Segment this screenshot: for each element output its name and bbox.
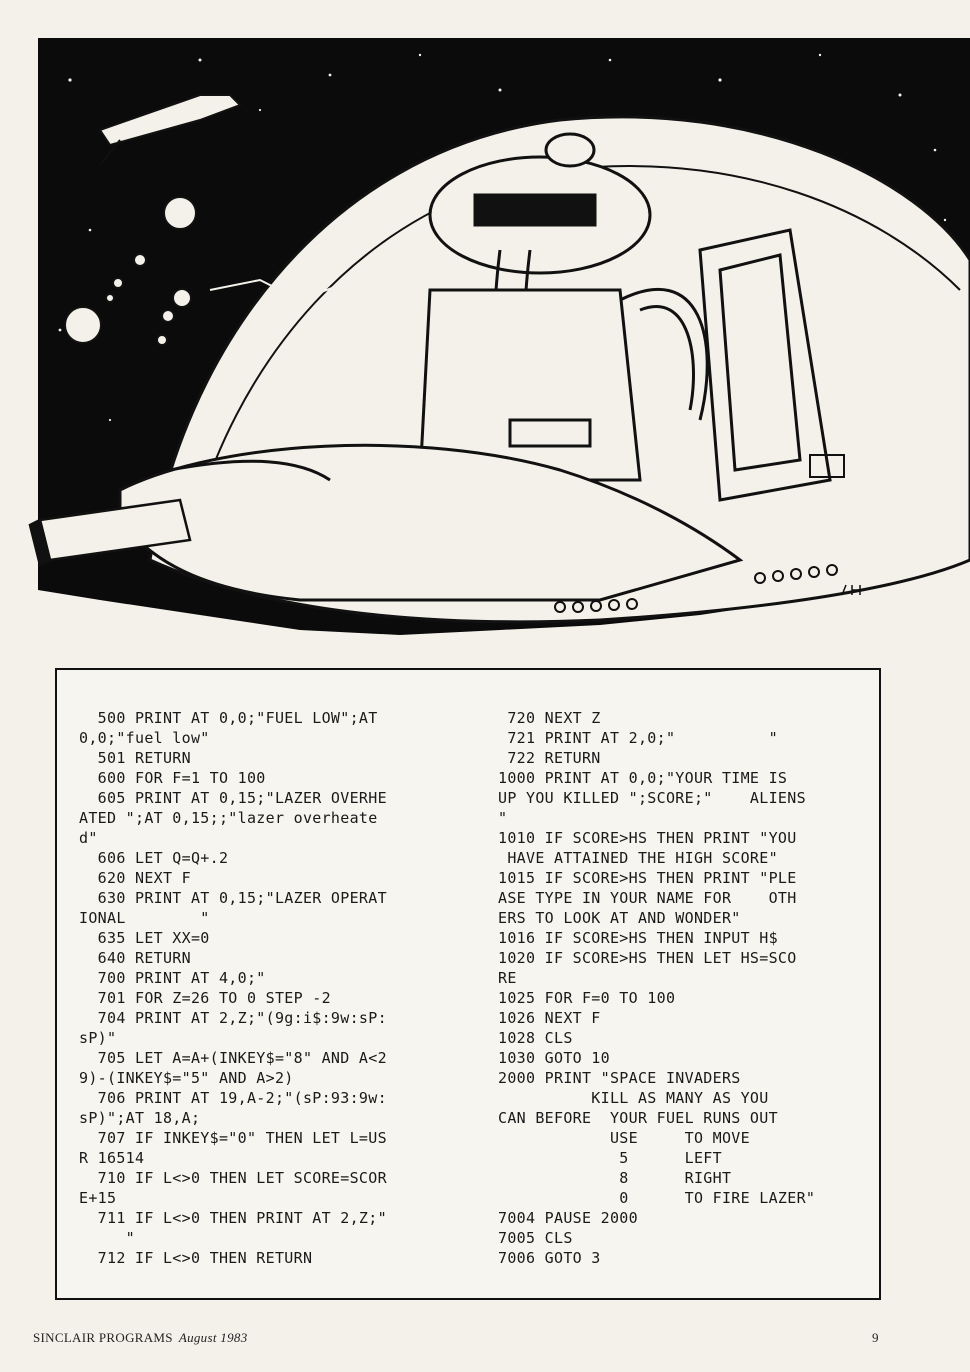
- magazine-title: SINCLAIR PROGRAMS: [33, 1330, 173, 1345]
- code-line: 701 FOR Z=26 TO 0 STEP -2: [79, 989, 331, 1007]
- code-line: 700 PRINT AT 4,0;": [79, 969, 266, 987]
- code-line: ATED ";AT 0,15;;"lazer overheate: [79, 809, 378, 827]
- code-line: 711 IF L<>0 THEN PRINT AT 2,Z;": [79, 1209, 387, 1227]
- code-line: 1028 CLS: [498, 1029, 573, 1047]
- code-line: 605 PRINT AT 0,15;"LAZER OVERHE: [79, 789, 387, 807]
- code-line: E+15: [79, 1189, 117, 1207]
- code-line: UP YOU KILLED ";SCORE;" ALIENS: [498, 789, 806, 807]
- code-line: CAN BEFORE YOUR FUEL RUNS OUT: [498, 1109, 778, 1127]
- code-line: 1016 IF SCORE>HS THEN INPUT H$: [498, 929, 778, 947]
- astronaut-cockpit-illustration: [0, 0, 970, 640]
- code-line: 7004 PAUSE 2000: [498, 1209, 638, 1227]
- code-line: sP)";AT 18,A;: [79, 1109, 201, 1127]
- code-line: 630 PRINT AT 0,15;"LAZER OPERAT: [79, 889, 387, 907]
- code-line: 705 LET A=A+(INKEY$="8" AND A<2: [79, 1049, 387, 1067]
- code-line: 1000 PRINT AT 0,0;"YOUR TIME IS: [498, 769, 788, 787]
- program-listing-box: [55, 668, 881, 1300]
- code-line: 712 IF L<>0 THEN RETURN: [79, 1249, 313, 1267]
- code-line: USE TO MOVE: [498, 1129, 750, 1147]
- code-line: 1015 IF SCORE>HS THEN PRINT "PLE: [498, 869, 797, 887]
- code-line: ERS TO LOOK AT AND WONDER": [498, 909, 741, 927]
- code-line: 5 LEFT: [498, 1149, 722, 1167]
- code-line: KILL AS MANY AS YOU: [498, 1089, 769, 1107]
- code-line: 710 IF L<>0 THEN LET SCORE=SCOR: [79, 1169, 387, 1187]
- code-line: 1020 IF SCORE>HS THEN LET HS=SCO: [498, 949, 797, 967]
- code-line: 7006 GOTO 3: [498, 1249, 601, 1267]
- code-line: ": [498, 809, 508, 827]
- code-line: 7005 CLS: [498, 1229, 573, 1247]
- code-line: sP)": [79, 1029, 117, 1047]
- code-line: 704 PRINT AT 2,Z;"(9g:i$:9w:sP:: [79, 1009, 387, 1027]
- code-line: 9)-(INKEY$="5" AND A>2): [79, 1069, 294, 1087]
- code-line: RE: [498, 969, 517, 987]
- code-line: 0 TO FIRE LAZER": [498, 1189, 816, 1207]
- code-line: 501 RETURN: [79, 749, 191, 767]
- code-line: ASE TYPE IN YOUR NAME FOR OTH: [498, 889, 797, 907]
- page-footer: [0, 1330, 970, 1354]
- listing-right-column: [498, 708, 815, 1268]
- code-line: 721 PRINT AT 2,0;" ": [498, 729, 778, 747]
- code-line: ": [79, 1229, 135, 1247]
- code-line: HAVE ATTAINED THE HIGH SCORE": [498, 849, 778, 867]
- code-line: 640 RETURN: [79, 949, 191, 967]
- code-line: 1010 IF SCORE>HS THEN PRINT "YOU: [498, 829, 797, 847]
- code-line: 635 LET XX=0: [79, 929, 210, 947]
- code-line: 600 FOR F=1 TO 100: [79, 769, 266, 787]
- listing-left-column: [79, 708, 387, 1268]
- code-line: 8 RIGHT: [498, 1169, 732, 1187]
- code-line: IONAL ": [79, 909, 210, 927]
- code-line: 620 NEXT F: [79, 869, 191, 887]
- issue-date: August 1983: [178, 1330, 248, 1345]
- footer-magazine-info: [33, 1330, 248, 1346]
- code-line: 1025 FOR F=0 TO 100: [498, 989, 676, 1007]
- code-line: 2000 PRINT "SPACE INVADERS: [498, 1069, 741, 1087]
- code-line: 720 NEXT Z: [498, 709, 601, 727]
- code-line: 1030 GOTO 10: [498, 1049, 610, 1067]
- code-line: 722 RETURN: [498, 749, 601, 767]
- code-line: 1026 NEXT F: [498, 1009, 601, 1027]
- code-line: 0,0;"fuel low": [79, 729, 210, 747]
- code-line: R 16514: [79, 1149, 145, 1167]
- code-line: d": [79, 829, 98, 847]
- code-line: 706 PRINT AT 19,A-2;"(sP:93:9w:: [79, 1089, 387, 1107]
- code-line: 606 LET Q=Q+.2: [79, 849, 229, 867]
- page-number: 9: [872, 1330, 879, 1345]
- code-line: 707 IF INKEY$="0" THEN LET L=US: [79, 1129, 387, 1147]
- code-line: 500 PRINT AT 0,0;"FUEL LOW";AT: [79, 709, 378, 727]
